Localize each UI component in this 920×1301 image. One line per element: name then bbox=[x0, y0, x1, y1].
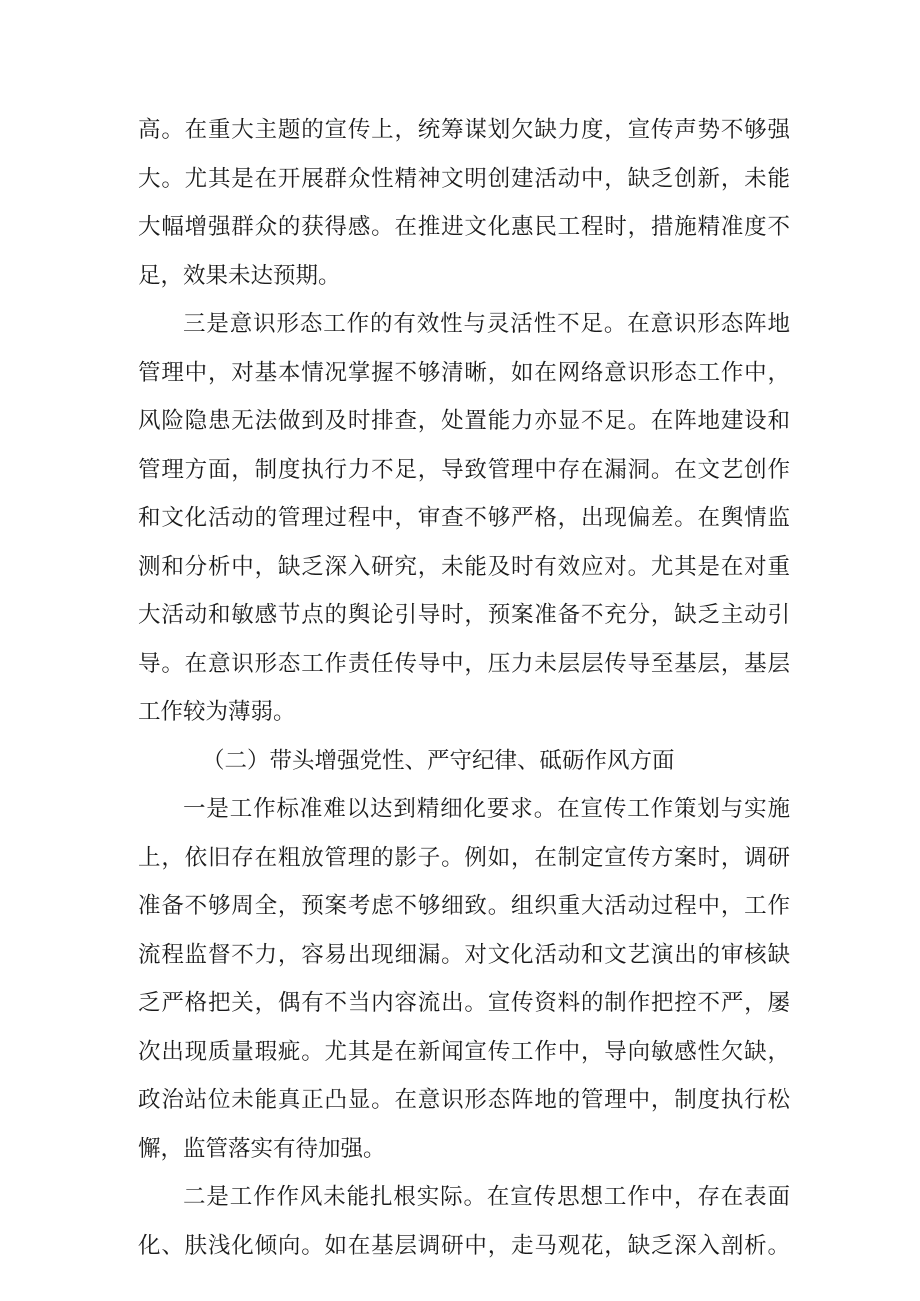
text-line: 足，效果未达预期。 bbox=[138, 262, 341, 289]
text-line: 工作较为薄弱。 bbox=[138, 699, 296, 725]
text-line: 管理中，对基本情况掌握不够清晰，如在网络意识形态工作中， bbox=[138, 359, 790, 386]
text-line: 导。在意识形态工作责任传导中，压力未层层传导至基层，基层 bbox=[138, 650, 790, 677]
text-line: 准备不够周全，预案考虑不够细致。组织重大活动过程中，工作 bbox=[138, 893, 790, 919]
paragraph-ideology-work bbox=[138, 300, 790, 737]
text-line: 懈，监管落实有待加强。 bbox=[138, 1135, 386, 1162]
paragraph-work-standards bbox=[138, 785, 790, 1173]
text-line: 二是工作作风未能扎根实际。在宣传思想工作中，存在表面 bbox=[183, 1184, 790, 1210]
text-line: 政治站位未能真正凸显。在意识形态阵地的管理中，制度执行松 bbox=[138, 1087, 790, 1113]
section-heading: （二）带头增强党性、严守纪律、砥砺作风方面 bbox=[202, 747, 675, 774]
text-line: 一是工作标准难以达到精细化要求。在宣传工作策划与实施 bbox=[183, 796, 790, 822]
text-line: 风险隐患无法做到及时排查，处置能力亦显不足。在阵地建设和 bbox=[138, 408, 790, 434]
text-line: 大幅增强群众的获得感。在推进文化惠民工程时，措施精准度不 bbox=[138, 214, 790, 240]
text-line: 测和分析中，缺乏深入研究，未能及时有效应对。尤其是在对重 bbox=[138, 553, 790, 580]
document-body bbox=[138, 106, 790, 1270]
paragraph-work-style bbox=[138, 1173, 790, 1270]
text-line: 三是意识形态工作的有效性与灵活性不足。在意识形态阵地 bbox=[183, 311, 790, 337]
text-line: 大。尤其是在开展群众性精神文明创建活动中，缺乏创新，未能 bbox=[138, 165, 790, 192]
text-line: 管理方面，制度执行力不足，导致管理中存在漏洞。在文艺创作 bbox=[138, 456, 790, 483]
text-line: 乏严格把关，偶有不当内容流出。宣传资料的制作把控不严，屡 bbox=[138, 990, 790, 1016]
paragraph-continuation bbox=[138, 106, 790, 300]
text-line: 上，依旧存在粗放管理的影子。例如，在制定宣传方案时，调研 bbox=[138, 844, 790, 871]
text-line: 流程监督不力，容易出现细漏。对文化活动和文艺演出的审核缺 bbox=[138, 941, 790, 968]
text-line: 化、肤浅化倾向。如在基层调研中，走马观花，缺乏深入剖析。 bbox=[138, 1232, 790, 1259]
text-line: 次出现质量瑕疵。尤其是在新闻宣传工作中，导向敏感性欠缺， bbox=[138, 1038, 790, 1065]
text-line: 高。在重大主题的宣传上，统筹谋划欠缺力度，宣传声势不够强 bbox=[138, 117, 790, 143]
text-line: 大活动和敏感节点的舆论引导时，预案准备不充分，缺乏主动引 bbox=[138, 602, 790, 628]
text-line: 和文化活动的管理过程中，审查不够严格，出现偏差。在舆情监 bbox=[138, 505, 790, 531]
